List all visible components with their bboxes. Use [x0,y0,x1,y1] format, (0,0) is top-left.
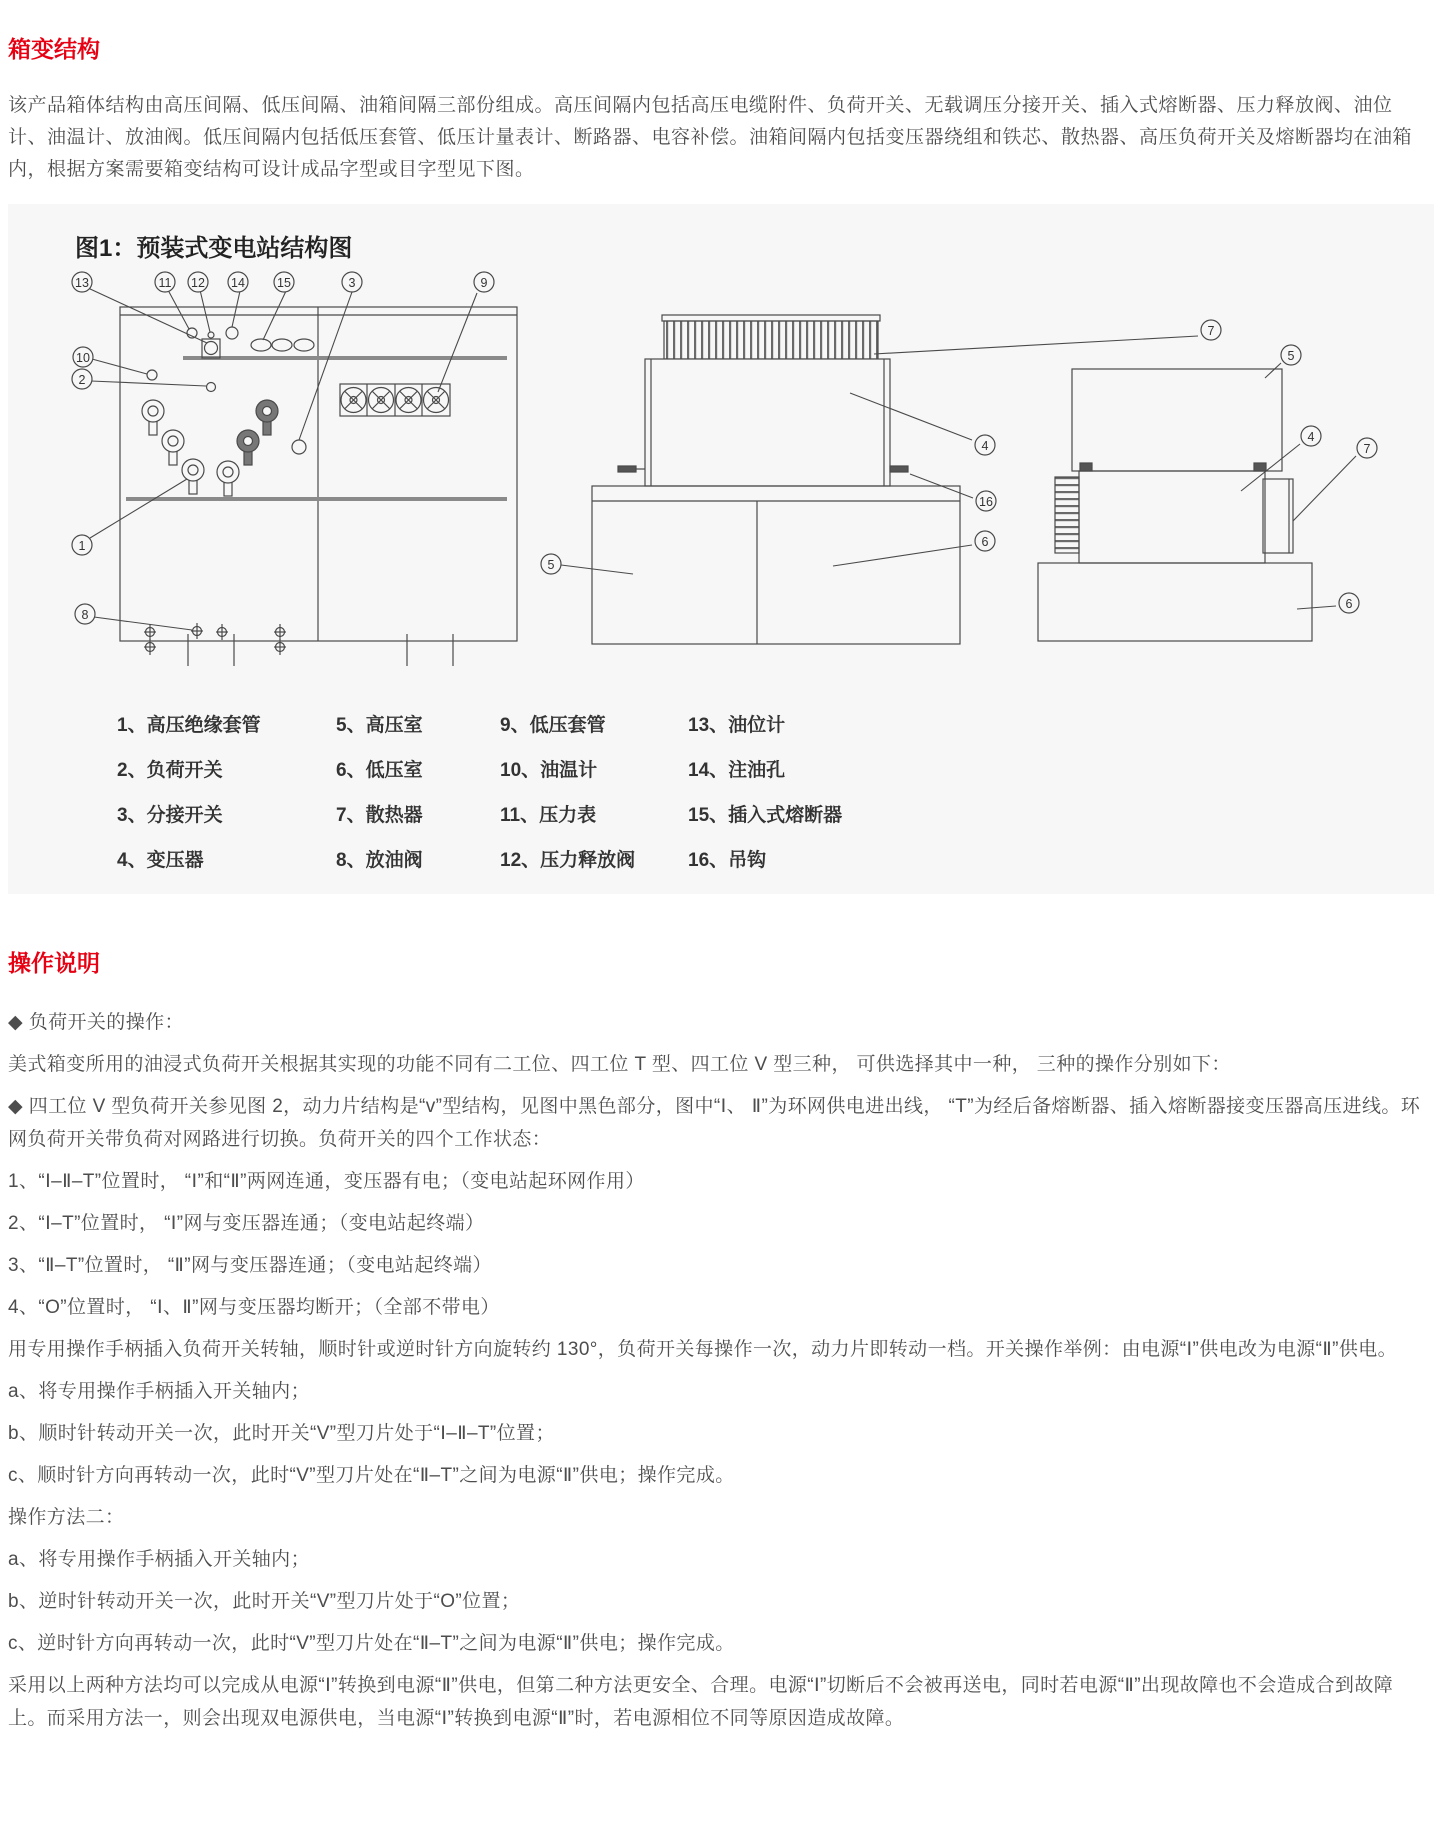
callout-2 [72,369,92,389]
ops-paragraph: 2、“Ⅰ–T”位置时， “Ⅰ”网与变压器连通；（变电站起终端） [8,1213,485,1234]
callout-4-middle [975,435,995,455]
svg-text:6: 6 [1345,597,1353,611]
legend-item: 13、油位计 [688,715,786,736]
ops-paragraph: 操作方法二： [8,1507,125,1528]
svg-text:4: 4 [981,439,989,453]
legend-item: 4、变压器 [117,850,204,871]
section-title-operation: 操作说明 [8,950,100,976]
fuse-well [272,339,292,351]
ops-paragraph: 4、“O”位置时， “Ⅰ、Ⅱ”网与变压器均断开；（全部不带电） [8,1297,500,1318]
lifting-hook [618,466,636,472]
ops-paragraph: ◆ 负荷开关的操作： [8,1012,184,1033]
load-switch-shaft [207,383,216,392]
ops-paragraph: 1、“Ⅰ–Ⅱ–T”位置时， “Ⅰ”和“Ⅱ”两网连通，变压器有电；（变电站起环网作用） [8,1171,645,1192]
svg-text:13: 13 [75,276,89,290]
legend-item: 3、分接开关 [117,805,223,826]
drain-valve [216,624,228,640]
ops-paragraph: ◆ 四工位 V 型负荷开关参见图 2，动力片结构是“v”型结构，见图中黑色部分，图中“Ⅰ、 Ⅱ”为环网供电进出线， “T”为经后备熔断器、插入熔断器接变压器高压进线。环网负荷开关带负荷对网路进行切换。负荷开关的四个工作状态： [8,1096,1421,1150]
svg-text:8: 8 [81,608,89,622]
hv-bushing-dark [237,430,259,465]
oil-thermometer [147,370,157,380]
svg-text:5: 5 [547,558,555,572]
svg-text:7: 7 [1207,324,1215,338]
ops-paragraph: b、逆时针转动开关一次，此时开关“V”型刀片处于“O”位置； [8,1591,521,1612]
ops-paragraph: 3、“Ⅱ–T”位置时， “Ⅱ”网与变压器连通；（变电站起终端） [8,1255,492,1276]
callout-5-right [1281,345,1301,365]
callout-12 [188,272,208,292]
fuse-well [294,339,314,351]
legend-item: 14、注油孔 [688,760,786,781]
legend-item: 9、低压套管 [500,715,606,736]
svg-text:4: 4 [1307,430,1315,444]
lv-bushing-strip [340,384,450,416]
svg-text:6: 6 [981,535,989,549]
ops-paragraph: a、将专用操作手柄插入开关轴内； [8,1549,310,1570]
ops-paragraph: b、顺时针转动开关一次，此时开关“V”型刀片处于“Ⅰ–Ⅱ–T”位置； [8,1423,555,1444]
ops-paragraph: 用专用操作手柄插入负荷开关转轴，顺时针或逆时针方向旋转约 130°，负荷开关每操作一次，动力片即转动一档。开关操作举例：由电源“Ⅰ”供电改为电源“Ⅱ”供电。 [8,1339,1398,1360]
svg-text:10: 10 [76,351,90,365]
legend-item: 2、负荷开关 [117,760,223,781]
oil-fill-hole [226,327,238,339]
ops-paragraph: c、顺时针方向再转动一次，此时“V”型刀片处在“Ⅱ–T”之间为电源“Ⅱ”供电；操作完成。 [8,1465,735,1486]
svg-text:7: 7 [1363,442,1371,456]
section-title-structure: 箱变结构 [8,36,100,62]
callout-1 [72,535,92,555]
callout-6-right [1339,593,1359,613]
side-view-right [1038,369,1312,641]
legend-item: 1、高压绝缘套管 [117,715,261,736]
svg-text:9: 9 [480,276,488,290]
callout-15 [274,272,294,292]
svg-text:11: 11 [158,276,172,290]
svg-text:15: 15 [277,276,291,290]
callout-16 [976,491,996,511]
intro-paragraph: 该产品箱体结构由高压间隔、低压间隔、油箱间隔三部份组成。高压间隔内包括高压电缆附件、负荷开关、无载调压分接开关、插入式熔断器、压力释放阀、油位计、油温计、放油阀。低压间隔内包括低压套管、低压计量表计、断路器、电容补偿。油箱间隔内包括变压器绕组和铁芯、散热器、高压负荷开关及熔断器均在油箱内，根据方案需要箱变结构可设计成品字型或目字型见下图。 [8,95,1413,180]
ops-paragraph: 美式箱变所用的油浸式负荷开关根据其实现的功能不同有二工位、四工位 T 型、四工位 V 型三种， 可供选择其中一种， 三种的操作分别如下： [8,1054,1231,1075]
callout-14 [228,272,248,292]
transformer-tank [1079,471,1265,563]
hv-bushing [162,430,184,465]
parts-legend [117,716,842,871]
base-cabinet [1038,563,1312,641]
svg-text:5: 5 [1287,349,1295,363]
ops-paragraph: 采用以上两种方法均可以完成从电源“Ⅰ”转换到电源“Ⅱ”供电，但第二种方法更安全、合理。电源“Ⅰ”切断后不会被再送电，同时若电源“Ⅱ”出现故障也不会造成合到故障上。而采用方法一，则会出现双电源供电，当电源“Ⅰ”转换到电源“Ⅱ”时，若电源相位不同等原因造成故障。 [8,1675,1394,1729]
hv-bushing [217,461,239,496]
base-cabinet [592,486,960,644]
hv-bushing [182,459,204,494]
callout-6-middle [975,531,995,551]
figure-panel [8,204,1434,894]
callout-13 [72,272,92,292]
legend-item: 7、散热器 [336,805,423,826]
hv-bushing [142,400,164,435]
callout-3 [342,272,362,292]
svg-text:16: 16 [979,495,993,509]
legend-item: 15、插入式熔断器 [688,805,843,826]
transformer-tank [645,359,890,486]
pressure-release-valve [208,332,214,338]
callout-11 [155,272,175,292]
callout-8 [75,604,95,624]
svg-text:1: 1 [78,539,86,553]
drain-valve [274,624,286,640]
hv-compartment-box [1072,369,1282,471]
lifting-hook [890,466,908,472]
figure-title: 图1：预装式变电站结构图 [75,235,353,262]
legend-item: 6、低压室 [336,760,423,781]
tap-switch [292,440,306,454]
legend-item: 8、放油阀 [336,850,423,871]
radiator-fins [664,321,878,359]
drain-valve [144,624,156,640]
front-view [120,307,517,666]
callout-9 [474,272,494,292]
side-view-middle [592,315,960,644]
legend-item: 11、压力表 [500,805,597,826]
callout-4-right [1301,426,1321,446]
callout-5-middle [541,554,561,574]
legend-item: 5、高压室 [336,715,423,736]
svg-text:3: 3 [348,276,356,290]
fuse-well [251,339,271,351]
legend-item: 16、吊钩 [688,850,767,871]
callout-10 [73,347,93,367]
operation-section [8,950,1435,1735]
hv-bushing-dark [256,400,278,435]
callout-7-right [1357,438,1377,458]
ops-paragraph: a、将专用操作手柄插入开关轴内； [8,1381,310,1402]
svg-text:2: 2 [78,373,86,387]
legend-item: 12、压力释放阀 [500,850,636,871]
legend-item: 10、油温计 [500,760,598,781]
ops-paragraph: c、逆时针方向再转动一次，此时“V”型刀片处在“Ⅱ–T”之间为电源“Ⅱ”供电；操作完成。 [8,1633,735,1654]
drain-valve [191,623,203,639]
radiator-fins [1055,477,1079,553]
callout-7-middle [1201,320,1221,340]
svg-text:14: 14 [231,276,245,290]
svg-text:12: 12 [191,276,205,290]
